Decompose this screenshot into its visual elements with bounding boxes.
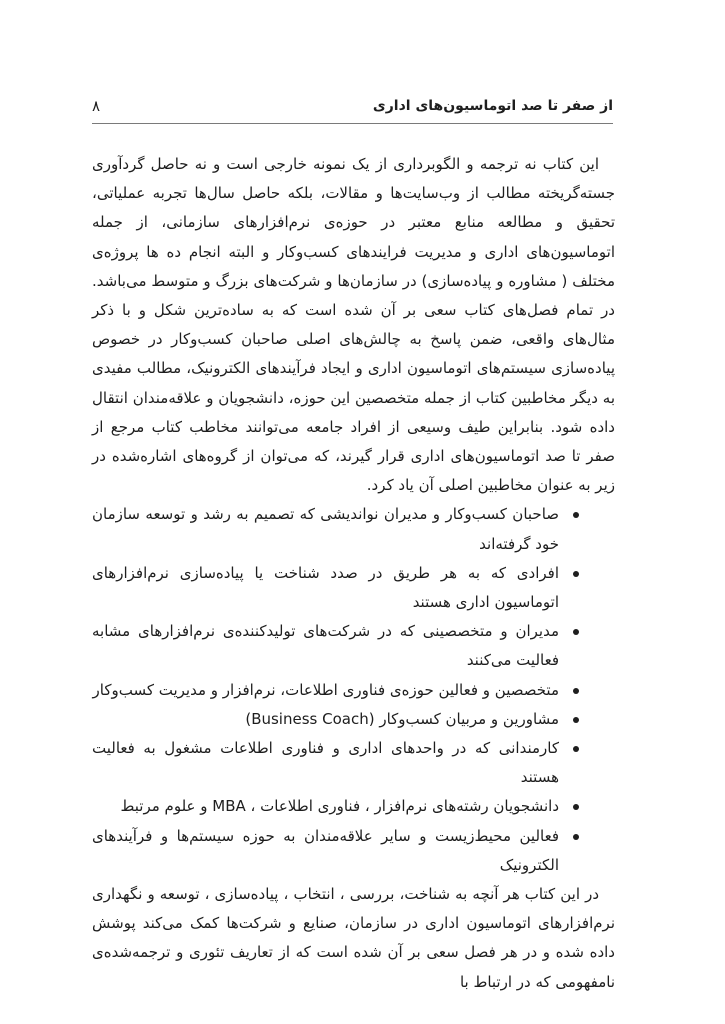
bullet-icon [573, 571, 579, 577]
list-item [92, 734, 615, 792]
list-item [92, 617, 615, 675]
list-item-text: دانشجویان رشته‌های نرم‌افزار ، فناوری اطلاعات ، MBA و علوم مرتبط [120, 797, 559, 816]
list-item [92, 559, 615, 617]
intro-paragraph: این کتاب نه ترجمه و الگوبرداری از یک نمونه خارجی است و نه حاصل گردآوری جسته‌گریخته مطالب از وب‌سایت‌ها و مقالات، بلکه حاصل سال‌ها تجربه عملیاتی، تحقیق و مطالعه منابع معتبر در حوزه‌ی نرم‌افزارهای سازمانی، از جمله اتوماسیون‌های اداری و مدیریت فرایندهای کسب‌وکار و البته انجام ده ها پروژه‌ی مختلف ( مشاوره و پیاده‌سازی) در سازمان‌ها و شرکت‌های بزرگ و متوسط می‌باشد. در تمام فصل‌های کتاب سعی بر آن شده است که به ساده‌ترین شکل و با ذکر مثال‌های واقعی، ضمن پاسخ به چالش‌های اصلی صاحبان کسب‌وکار در خصوص پیاده‌سازی سیستم‌های اتوماسیون اداری و ایجاد فرآیندهای الکترونیک، مطالب مفیدی به دیگر مخاطبین کتاب از جمله متخصصین این حوزه، دانشجویان و علاقه‌مندان انتقال داده شود. بنابراین طیف وسیعی از افراد جامعه می‌توانند مخاطب کتاب مرجع از صفر تا صد اتوماسیون‌های اداری قرار گیرند، که می‌توان از گروه‌های اشاره‌شده در زیر به عنوان مخاطبین اصلی آن یاد کرد. [92, 155, 615, 495]
bullet-icon [573, 629, 579, 635]
list-item-text: صاحبان کسب‌وکار و مدیران نواندیشی که تصمیم به رشد و توسعه سازمان خود گرفته‌اند [92, 505, 559, 553]
list-item [92, 792, 615, 821]
header-divider [92, 123, 613, 124]
list-item-text: مشاورین و مربیان کسب‌وکار (Business Coach) [245, 709, 559, 728]
list-item [92, 676, 615, 705]
list-item-text: افرادی که به هر طریق در صدد شناخت یا پیاده‌سازی نرم‌افزارهای اتوماسیون اداری هستند [92, 563, 559, 612]
bullet-icon [573, 746, 579, 752]
list-item [92, 500, 615, 558]
bullet-icon [573, 512, 579, 518]
list-item [92, 822, 615, 880]
running-title: از صفر تا صد اتوماسیون‌های اداری [372, 98, 613, 114]
list-item-text: فعالین محیط‌زیست و سایر علاقه‌مندان به حوزه سیستم‌ها و فرآیندهای الکترونیک [92, 826, 559, 874]
list-item-text: متخصصین و فعالین حوزه‌ی فناوری اطلاعات، نرم‌افزار و مدیریت کسب‌وکار [92, 680, 559, 699]
list-item-text: مدیران و متخصصینی که در شرکت‌های تولیدکننده‌ی نرم‌افزارهای مشابه فعالیت می‌کنند [92, 622, 559, 670]
page-number: ۸ [92, 97, 101, 115]
list-item [92, 705, 615, 734]
page-body [92, 150, 615, 997]
bullet-icon [573, 804, 579, 810]
audience-list [92, 500, 615, 880]
bullet-icon [573, 717, 579, 723]
bullet-icon [573, 834, 579, 840]
list-item-text: کارمندانی که در واحدهای اداری و فناوری اطلاعات مشغول به فعالیت هستند [92, 739, 559, 787]
page-header [92, 96, 613, 122]
bullet-icon [573, 688, 579, 694]
closing-paragraph: در این کتاب هر آنچه به شناخت، بررسی ، انتخاب ، پیاده‌سازی ، توسعه و نگهداری نرم‌افزارهای اتوماسیون اداری در سازمان، صنایع و شرکت‌ها کمک می‌کند پوشش داده شده و در هر فصل سعی بر آن شده است که از تعاریف تئوری و ترجمه‌شده‌ی نامفهومی که در ارتباط با [92, 885, 615, 991]
